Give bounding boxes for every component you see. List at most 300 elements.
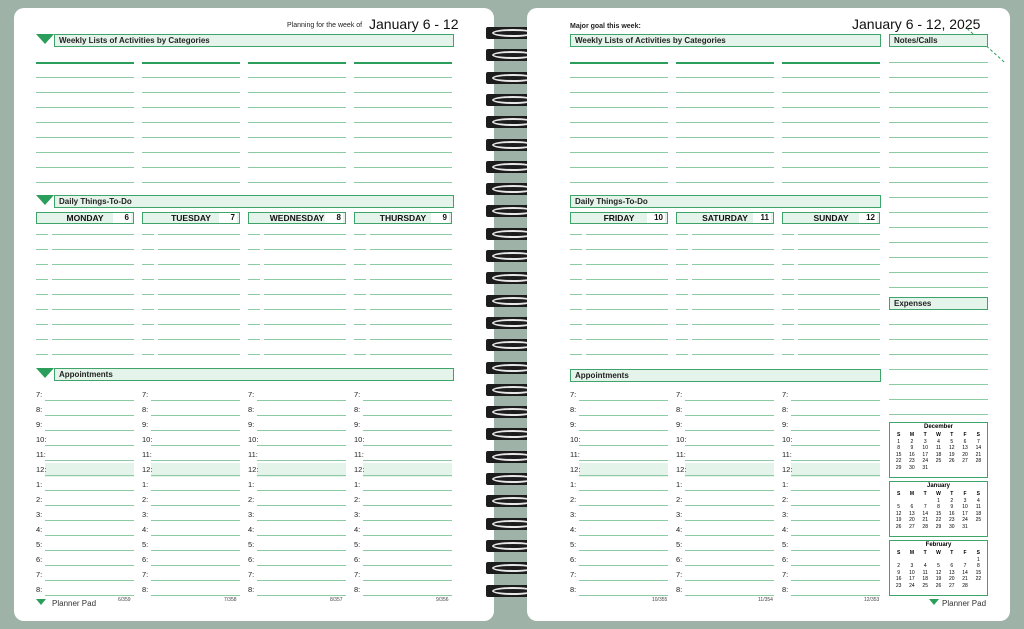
appointment-line[interactable] xyxy=(257,460,346,461)
todo-line[interactable] xyxy=(586,249,668,250)
todo-line[interactable] xyxy=(586,339,668,340)
list-line[interactable] xyxy=(676,152,774,153)
todo-line[interactable] xyxy=(264,264,346,265)
list-line[interactable] xyxy=(782,62,880,64)
todo-check[interactable] xyxy=(570,354,582,355)
appointment-line[interactable] xyxy=(579,415,668,416)
appointment-line[interactable] xyxy=(363,535,452,536)
todo-line[interactable] xyxy=(264,234,346,235)
appointment-line[interactable] xyxy=(685,595,774,596)
todo-line[interactable] xyxy=(692,294,774,295)
todo-check[interactable] xyxy=(782,324,794,325)
todo-line[interactable] xyxy=(798,339,880,340)
list-line[interactable] xyxy=(782,77,880,78)
appointment-line[interactable] xyxy=(151,460,240,461)
appointment-line[interactable] xyxy=(685,475,774,476)
appointment-line[interactable] xyxy=(151,490,240,491)
todo-check[interactable] xyxy=(142,354,154,355)
appointment-line[interactable] xyxy=(151,550,240,551)
todo-check[interactable] xyxy=(36,309,48,310)
todo-check[interactable] xyxy=(570,324,582,325)
list-line[interactable] xyxy=(248,137,346,138)
appointment-line[interactable] xyxy=(45,550,134,551)
todo-check[interactable] xyxy=(248,324,260,325)
list-line[interactable] xyxy=(248,182,346,183)
todo-check[interactable] xyxy=(142,264,154,265)
notes-line[interactable] xyxy=(889,287,988,288)
appointment-line[interactable] xyxy=(791,460,880,461)
appointment-line[interactable] xyxy=(363,475,452,476)
todo-line[interactable] xyxy=(370,339,452,340)
todo-check[interactable] xyxy=(248,339,260,340)
list-line[interactable] xyxy=(676,137,774,138)
appointment-line[interactable] xyxy=(363,490,452,491)
todo-line[interactable] xyxy=(370,294,452,295)
todo-line[interactable] xyxy=(692,279,774,280)
todo-check[interactable] xyxy=(354,309,366,310)
appointment-line[interactable] xyxy=(579,520,668,521)
appointment-line[interactable] xyxy=(363,565,452,566)
appointment-line[interactable] xyxy=(791,430,880,431)
todo-line[interactable] xyxy=(158,324,240,325)
list-line[interactable] xyxy=(570,152,668,153)
todo-check[interactable] xyxy=(354,339,366,340)
list-line[interactable] xyxy=(354,77,452,78)
list-line[interactable] xyxy=(676,122,774,123)
appointment-line[interactable] xyxy=(363,520,452,521)
todo-check[interactable] xyxy=(570,249,582,250)
appointment-line[interactable] xyxy=(363,430,452,431)
appointment-line[interactable] xyxy=(257,535,346,536)
todo-check[interactable] xyxy=(676,294,688,295)
appointment-line[interactable] xyxy=(685,400,774,401)
appointment-line[interactable] xyxy=(45,415,134,416)
appointment-line[interactable] xyxy=(257,580,346,581)
appointment-line[interactable] xyxy=(45,565,134,566)
todo-check[interactable] xyxy=(36,279,48,280)
list-line[interactable] xyxy=(36,122,134,123)
list-line[interactable] xyxy=(142,167,240,168)
todo-check[interactable] xyxy=(142,309,154,310)
todo-line[interactable] xyxy=(586,324,668,325)
todo-line[interactable] xyxy=(52,264,134,265)
appointment-line[interactable] xyxy=(685,415,774,416)
appointment-line[interactable] xyxy=(45,490,134,491)
todo-line[interactable] xyxy=(370,324,452,325)
todo-check[interactable] xyxy=(354,279,366,280)
todo-line[interactable] xyxy=(692,354,774,355)
notes-line[interactable] xyxy=(889,152,988,153)
todo-check[interactable] xyxy=(248,279,260,280)
todo-line[interactable] xyxy=(370,279,452,280)
appointment-line[interactable] xyxy=(363,580,452,581)
todo-line[interactable] xyxy=(52,279,134,280)
todo-check[interactable] xyxy=(782,264,794,265)
appointment-line[interactable] xyxy=(685,445,774,446)
notes-line[interactable] xyxy=(889,197,988,198)
list-line[interactable] xyxy=(142,77,240,78)
appointment-line[interactable] xyxy=(579,535,668,536)
todo-check[interactable] xyxy=(354,354,366,355)
appointment-line[interactable] xyxy=(257,400,346,401)
todo-line[interactable] xyxy=(586,279,668,280)
appointment-line[interactable] xyxy=(579,580,668,581)
todo-line[interactable] xyxy=(586,264,668,265)
appointment-line[interactable] xyxy=(791,595,880,596)
appointment-line[interactable] xyxy=(579,400,668,401)
todo-check[interactable] xyxy=(570,294,582,295)
notes-line[interactable] xyxy=(889,122,988,123)
todo-check[interactable] xyxy=(782,249,794,250)
appointment-line[interactable] xyxy=(45,580,134,581)
todo-line[interactable] xyxy=(586,354,668,355)
expense-line[interactable] xyxy=(889,384,988,385)
list-line[interactable] xyxy=(676,182,774,183)
todo-check[interactable] xyxy=(248,249,260,250)
todo-check[interactable] xyxy=(676,264,688,265)
todo-line[interactable] xyxy=(692,324,774,325)
appointment-line[interactable] xyxy=(791,475,880,476)
expense-line[interactable] xyxy=(889,399,988,400)
appointment-line[interactable] xyxy=(151,445,240,446)
appointment-line[interactable] xyxy=(363,400,452,401)
todo-check[interactable] xyxy=(782,309,794,310)
todo-line[interactable] xyxy=(158,294,240,295)
appointment-line[interactable] xyxy=(791,550,880,551)
list-line[interactable] xyxy=(248,122,346,123)
todo-check[interactable] xyxy=(570,234,582,235)
todo-line[interactable] xyxy=(264,294,346,295)
todo-check[interactable] xyxy=(142,339,154,340)
appointment-line[interactable] xyxy=(791,400,880,401)
list-line[interactable] xyxy=(248,152,346,153)
list-line[interactable] xyxy=(248,77,346,78)
appointment-line[interactable] xyxy=(791,580,880,581)
list-line[interactable] xyxy=(782,167,880,168)
todo-check[interactable] xyxy=(676,309,688,310)
list-line[interactable] xyxy=(570,167,668,168)
todo-check[interactable] xyxy=(248,354,260,355)
list-line[interactable] xyxy=(248,92,346,93)
todo-line[interactable] xyxy=(798,234,880,235)
list-line[interactable] xyxy=(570,137,668,138)
todo-line[interactable] xyxy=(370,309,452,310)
appointment-line[interactable] xyxy=(579,460,668,461)
expense-line[interactable] xyxy=(889,324,988,325)
notes-line[interactable] xyxy=(889,182,988,183)
appointment-line[interactable] xyxy=(45,445,134,446)
list-line[interactable] xyxy=(142,152,240,153)
list-line[interactable] xyxy=(354,62,452,64)
appointment-line[interactable] xyxy=(579,430,668,431)
appointment-line[interactable] xyxy=(45,505,134,506)
appointment-line[interactable] xyxy=(791,520,880,521)
list-line[interactable] xyxy=(570,107,668,108)
list-line[interactable] xyxy=(782,182,880,183)
todo-check[interactable] xyxy=(36,339,48,340)
appointment-line[interactable] xyxy=(257,415,346,416)
list-line[interactable] xyxy=(354,152,452,153)
todo-check[interactable] xyxy=(248,294,260,295)
appointment-line[interactable] xyxy=(685,460,774,461)
appointment-line[interactable] xyxy=(363,415,452,416)
list-line[interactable] xyxy=(782,107,880,108)
todo-check[interactable] xyxy=(782,234,794,235)
todo-line[interactable] xyxy=(158,309,240,310)
todo-check[interactable] xyxy=(36,354,48,355)
appointment-line[interactable] xyxy=(579,475,668,476)
appointment-line[interactable] xyxy=(791,490,880,491)
appointment-line[interactable] xyxy=(363,505,452,506)
todo-line[interactable] xyxy=(798,279,880,280)
todo-check[interactable] xyxy=(354,249,366,250)
todo-check[interactable] xyxy=(354,234,366,235)
appointment-line[interactable] xyxy=(257,520,346,521)
todo-check[interactable] xyxy=(354,264,366,265)
todo-line[interactable] xyxy=(264,309,346,310)
todo-check[interactable] xyxy=(36,324,48,325)
appointment-line[interactable] xyxy=(685,490,774,491)
todo-check[interactable] xyxy=(570,279,582,280)
list-line[interactable] xyxy=(142,107,240,108)
todo-line[interactable] xyxy=(264,354,346,355)
todo-line[interactable] xyxy=(52,339,134,340)
list-line[interactable] xyxy=(248,62,346,64)
todo-line[interactable] xyxy=(586,309,668,310)
list-line[interactable] xyxy=(142,122,240,123)
appointment-line[interactable] xyxy=(579,445,668,446)
list-line[interactable] xyxy=(248,107,346,108)
todo-check[interactable] xyxy=(36,264,48,265)
todo-line[interactable] xyxy=(158,339,240,340)
list-line[interactable] xyxy=(676,77,774,78)
list-line[interactable] xyxy=(36,62,134,64)
appointment-line[interactable] xyxy=(257,490,346,491)
todo-line[interactable] xyxy=(692,264,774,265)
list-line[interactable] xyxy=(782,92,880,93)
todo-check[interactable] xyxy=(36,234,48,235)
notes-line[interactable] xyxy=(889,167,988,168)
list-line[interactable] xyxy=(570,122,668,123)
list-line[interactable] xyxy=(676,107,774,108)
todo-line[interactable] xyxy=(158,354,240,355)
notes-line[interactable] xyxy=(889,257,988,258)
appointment-line[interactable] xyxy=(45,535,134,536)
appointment-line[interactable] xyxy=(363,550,452,551)
todo-line[interactable] xyxy=(264,249,346,250)
list-line[interactable] xyxy=(676,167,774,168)
expense-line[interactable] xyxy=(889,369,988,370)
appointment-line[interactable] xyxy=(45,400,134,401)
notes-line[interactable] xyxy=(889,137,988,138)
list-line[interactable] xyxy=(142,182,240,183)
appointment-line[interactable] xyxy=(257,505,346,506)
list-line[interactable] xyxy=(570,77,668,78)
appointment-line[interactable] xyxy=(45,475,134,476)
list-line[interactable] xyxy=(36,182,134,183)
notes-line[interactable] xyxy=(889,227,988,228)
todo-check[interactable] xyxy=(248,264,260,265)
appointment-line[interactable] xyxy=(363,445,452,446)
todo-check[interactable] xyxy=(248,234,260,235)
todo-line[interactable] xyxy=(692,339,774,340)
todo-line[interactable] xyxy=(52,354,134,355)
expense-line[interactable] xyxy=(889,339,988,340)
list-line[interactable] xyxy=(676,92,774,93)
list-line[interactable] xyxy=(570,92,668,93)
appointment-line[interactable] xyxy=(685,565,774,566)
todo-line[interactable] xyxy=(158,249,240,250)
list-line[interactable] xyxy=(354,167,452,168)
todo-check[interactable] xyxy=(354,294,366,295)
todo-check[interactable] xyxy=(676,354,688,355)
todo-line[interactable] xyxy=(52,294,134,295)
list-line[interactable] xyxy=(142,137,240,138)
todo-check[interactable] xyxy=(782,339,794,340)
appointment-line[interactable] xyxy=(363,595,452,596)
notes-line[interactable] xyxy=(889,212,988,213)
appointment-line[interactable] xyxy=(151,565,240,566)
todo-line[interactable] xyxy=(158,264,240,265)
todo-check[interactable] xyxy=(570,339,582,340)
appointment-line[interactable] xyxy=(45,595,134,596)
appointment-line[interactable] xyxy=(579,565,668,566)
notes-line[interactable] xyxy=(889,242,988,243)
appointment-line[interactable] xyxy=(151,415,240,416)
appointment-line[interactable] xyxy=(151,475,240,476)
todo-check[interactable] xyxy=(676,324,688,325)
todo-check[interactable] xyxy=(782,294,794,295)
list-line[interactable] xyxy=(36,77,134,78)
appointment-line[interactable] xyxy=(791,505,880,506)
expense-line[interactable] xyxy=(889,414,988,415)
todo-line[interactable] xyxy=(586,234,668,235)
list-line[interactable] xyxy=(142,62,240,64)
todo-line[interactable] xyxy=(158,234,240,235)
todo-line[interactable] xyxy=(370,234,452,235)
todo-check[interactable] xyxy=(570,264,582,265)
appointment-line[interactable] xyxy=(685,430,774,431)
appointment-line[interactable] xyxy=(791,445,880,446)
todo-line[interactable] xyxy=(586,294,668,295)
list-line[interactable] xyxy=(248,167,346,168)
todo-line[interactable] xyxy=(798,324,880,325)
list-line[interactable] xyxy=(354,122,452,123)
todo-line[interactable] xyxy=(692,309,774,310)
list-line[interactable] xyxy=(354,182,452,183)
appointment-line[interactable] xyxy=(685,505,774,506)
appointment-line[interactable] xyxy=(579,595,668,596)
todo-check[interactable] xyxy=(36,294,48,295)
todo-check[interactable] xyxy=(676,249,688,250)
todo-check[interactable] xyxy=(142,249,154,250)
list-line[interactable] xyxy=(354,107,452,108)
appointment-line[interactable] xyxy=(151,400,240,401)
todo-line[interactable] xyxy=(798,309,880,310)
appointment-line[interactable] xyxy=(791,535,880,536)
todo-check[interactable] xyxy=(782,354,794,355)
appointment-line[interactable] xyxy=(45,430,134,431)
todo-check[interactable] xyxy=(142,234,154,235)
appointment-line[interactable] xyxy=(257,430,346,431)
appointment-line[interactable] xyxy=(151,580,240,581)
todo-check[interactable] xyxy=(676,234,688,235)
appointment-line[interactable] xyxy=(45,520,134,521)
list-line[interactable] xyxy=(354,92,452,93)
todo-check[interactable] xyxy=(354,324,366,325)
list-line[interactable] xyxy=(354,137,452,138)
notes-line[interactable] xyxy=(889,107,988,108)
appointment-line[interactable] xyxy=(257,445,346,446)
appointment-line[interactable] xyxy=(257,595,346,596)
todo-line[interactable] xyxy=(692,249,774,250)
list-line[interactable] xyxy=(36,152,134,153)
notes-line[interactable] xyxy=(889,272,988,273)
todo-line[interactable] xyxy=(798,294,880,295)
todo-check[interactable] xyxy=(142,279,154,280)
todo-check[interactable] xyxy=(248,309,260,310)
list-line[interactable] xyxy=(36,167,134,168)
list-line[interactable] xyxy=(142,92,240,93)
todo-line[interactable] xyxy=(52,234,134,235)
appointment-line[interactable] xyxy=(685,535,774,536)
todo-line[interactable] xyxy=(264,324,346,325)
list-line[interactable] xyxy=(36,92,134,93)
todo-line[interactable] xyxy=(52,249,134,250)
todo-check[interactable] xyxy=(142,324,154,325)
list-line[interactable] xyxy=(676,62,774,64)
todo-line[interactable] xyxy=(798,264,880,265)
appointment-line[interactable] xyxy=(363,460,452,461)
list-line[interactable] xyxy=(782,152,880,153)
todo-line[interactable] xyxy=(264,339,346,340)
expense-line[interactable] xyxy=(889,354,988,355)
todo-line[interactable] xyxy=(370,249,452,250)
appointment-line[interactable] xyxy=(151,505,240,506)
todo-check[interactable] xyxy=(676,339,688,340)
notes-line[interactable] xyxy=(889,62,988,63)
todo-line[interactable] xyxy=(798,249,880,250)
appointment-line[interactable] xyxy=(151,520,240,521)
todo-line[interactable] xyxy=(798,354,880,355)
notes-line[interactable] xyxy=(889,77,988,78)
appointment-line[interactable] xyxy=(791,565,880,566)
appointment-line[interactable] xyxy=(685,520,774,521)
list-line[interactable] xyxy=(782,137,880,138)
appointment-line[interactable] xyxy=(579,490,668,491)
todo-line[interactable] xyxy=(264,279,346,280)
appointment-line[interactable] xyxy=(45,460,134,461)
todo-check[interactable] xyxy=(36,249,48,250)
appointment-line[interactable] xyxy=(685,580,774,581)
todo-check[interactable] xyxy=(570,309,582,310)
todo-line[interactable] xyxy=(370,354,452,355)
appointment-line[interactable] xyxy=(791,415,880,416)
todo-check[interactable] xyxy=(142,294,154,295)
appointment-line[interactable] xyxy=(151,430,240,431)
todo-check[interactable] xyxy=(676,279,688,280)
appointment-line[interactable] xyxy=(151,535,240,536)
list-line[interactable] xyxy=(570,62,668,64)
appointment-line[interactable] xyxy=(685,550,774,551)
todo-line[interactable] xyxy=(52,309,134,310)
todo-line[interactable] xyxy=(370,264,452,265)
appointment-line[interactable] xyxy=(257,550,346,551)
appointment-line[interactable] xyxy=(579,550,668,551)
todo-line[interactable] xyxy=(52,324,134,325)
todo-line[interactable] xyxy=(158,279,240,280)
appointment-line[interactable] xyxy=(579,505,668,506)
